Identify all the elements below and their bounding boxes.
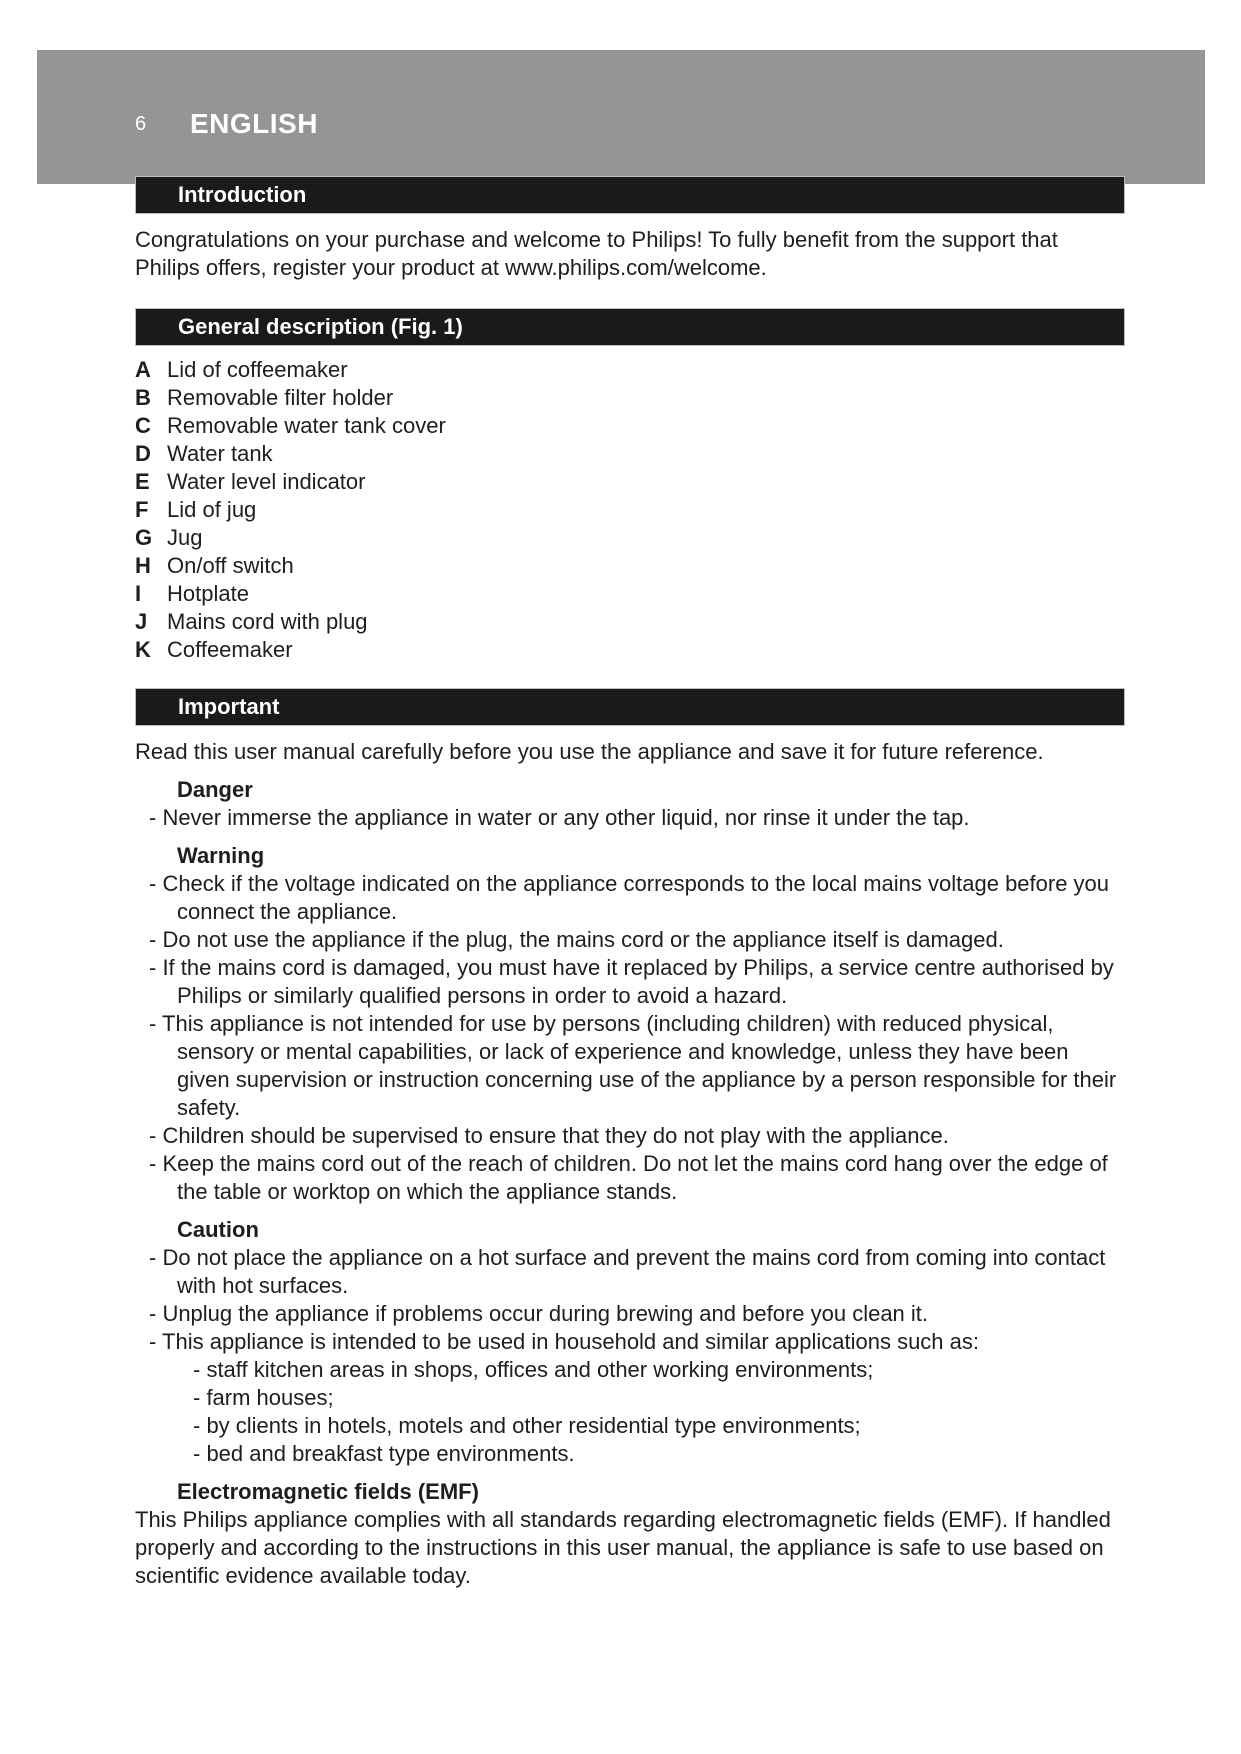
part-item — [135, 496, 1125, 524]
part-letter: J — [135, 609, 148, 634]
part-item — [135, 468, 1125, 496]
introduction-text: Congratulations on your purchase and welcome to Philips! To fully benefit from the support that Philips offers, register your product at www.philips.com/welcome. — [135, 227, 1058, 280]
important-heading: Important — [135, 688, 1125, 726]
list-item: - Never immerse the appliance in water or any other liquid, nor rinse it under the tap. — [149, 805, 970, 830]
list-item: - Children should be supervised to ensure that they do not play with the appliance. — [149, 1123, 949, 1148]
parts-list — [135, 356, 1125, 664]
danger-heading: Danger — [177, 777, 253, 802]
sub-list-item: - by clients in hotels, motels and other residential type environments; — [193, 1413, 861, 1438]
caution-list — [135, 1244, 1125, 1468]
part-item — [135, 608, 1125, 636]
part-item — [135, 636, 1125, 664]
part-label: Removable filter holder — [167, 385, 394, 410]
part-item — [135, 384, 1125, 412]
page-number: 6 — [135, 113, 147, 135]
part-label: Hotplate — [167, 581, 249, 606]
part-letter: H — [135, 553, 151, 578]
sub-list-item: - staff kitchen areas in shops, offices and other working environments; — [193, 1357, 874, 1382]
part-label: Mains cord with plug — [167, 609, 368, 634]
part-letter: C — [135, 413, 151, 438]
danger-list — [135, 804, 1125, 832]
list-item: - This appliance is intended to be used in household and similar applications such as: — [149, 1329, 979, 1354]
emf-heading: Electromagnetic fields (EMF) — [177, 1479, 479, 1504]
part-label: On/off switch — [167, 553, 294, 578]
part-item — [135, 440, 1125, 468]
part-item — [135, 356, 1125, 384]
list-item: - This appliance is not intended for use by persons (including children) with reduced physical, sensory or mental capabilities, or lack of experience and knowledge, unless they have been given supervision or instruction concerning use of the appliance by a person responsible for their safety. — [149, 1011, 1117, 1120]
emf-text: This Philips appliance complies with all standards regarding electromagnetic fields (EMF). If handled properly and according to the instructions in this user manual, the appliance is safe to use based on scientific evidence available today. — [135, 1507, 1111, 1588]
part-label: Coffeemaker — [167, 637, 293, 662]
sub-list-item: - farm houses; — [193, 1385, 334, 1410]
part-label: Lid of coffeemaker — [167, 357, 348, 382]
warning-list — [135, 870, 1125, 1206]
part-letter: F — [135, 497, 149, 522]
list-item: - If the mains cord is damaged, you must have it replaced by Philips, a service centre authorised by Philips or similarly qualified persons in order to avoid a hazard. — [149, 955, 1114, 1008]
part-item — [135, 412, 1125, 440]
sub-list-item: - bed and breakfast type environments. — [193, 1441, 575, 1466]
important-lead: Read this user manual carefully before you use the appliance and save it for future reference. — [135, 739, 1044, 764]
part-label: Water level indicator — [167, 469, 366, 494]
part-letter: K — [135, 637, 151, 662]
part-letter: D — [135, 441, 151, 466]
list-item: - Do not use the appliance if the plug, the mains cord or the appliance itself is damaged. — [149, 927, 1004, 952]
part-label: Water tank — [167, 441, 273, 466]
part-letter: B — [135, 385, 151, 410]
part-item — [135, 552, 1125, 580]
caution-heading: Caution — [177, 1217, 259, 1242]
list-item: - Keep the mains cord out of the reach of children. Do not let the mains cord hang over the edge of the table or worktop on which the appliance stands. — [149, 1151, 1108, 1204]
list-item: - Check if the voltage indicated on the appliance corresponds to the local mains voltage before you connect the appliance. — [149, 871, 1110, 924]
list-item: - Unplug the appliance if problems occur during brewing and before you clean it. — [149, 1301, 929, 1326]
introduction-heading: Introduction — [135, 176, 1125, 214]
page-content — [135, 176, 1125, 1590]
part-label: Lid of jug — [167, 497, 257, 522]
general-description-heading: General description (Fig. 1) — [135, 308, 1125, 346]
language-title: ENGLISH — [190, 108, 318, 139]
part-letter: G — [135, 525, 153, 550]
list-item: - Do not place the appliance on a hot surface and prevent the mains cord from coming into contact with hot surfaces. — [149, 1245, 1106, 1298]
part-label: Jug — [167, 525, 203, 550]
part-item — [135, 580, 1125, 608]
part-label: Removable water tank cover — [167, 413, 446, 438]
part-item — [135, 524, 1125, 552]
part-letter: A — [135, 357, 151, 382]
part-letter: E — [135, 469, 150, 494]
warning-heading: Warning — [177, 843, 265, 868]
part-letter: I — [135, 581, 142, 606]
